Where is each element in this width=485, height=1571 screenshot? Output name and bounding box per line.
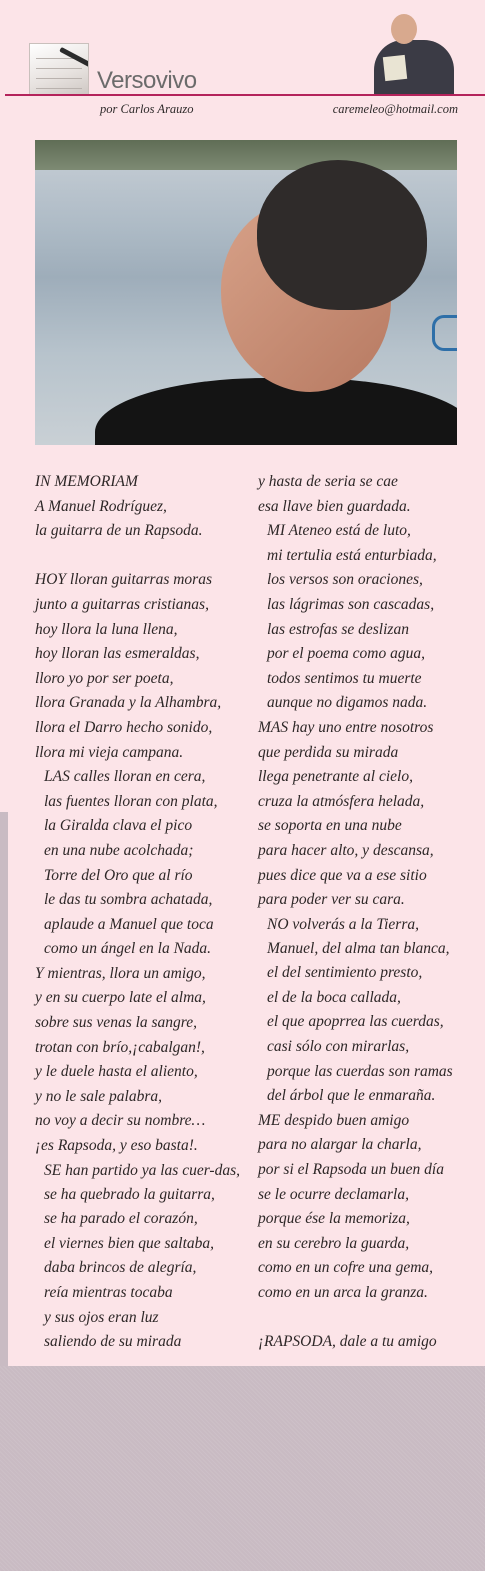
- poem-line: lloro yo por ser poeta,: [35, 669, 174, 687]
- poem-line: ¡RAPSODA, dale a tu amigo: [258, 1333, 437, 1351]
- poem-line: [35, 544, 245, 569]
- poem-line: SE han partido ya las cuer-das,: [44, 1161, 241, 1179]
- poem-line: IN MEMORIAM: [35, 473, 138, 490]
- poem-line: saliendo de su mirada: [44, 1333, 182, 1351]
- poem-line: llega penetrante al cielo,: [258, 768, 413, 786]
- poem-line: como un ángel en la Nada.: [44, 940, 212, 958]
- poem-line: aplaude a Manuel que toca: [44, 915, 214, 933]
- poem-line: aunque no digamos nada.: [267, 694, 428, 712]
- poem-line: por el poema como agua,: [267, 645, 425, 663]
- poem-line: las fuentes lloran con plata,: [44, 792, 218, 810]
- poem-line: del árbol que le enmaraña.: [267, 1087, 436, 1105]
- poem-column-left: [35, 470, 245, 1355]
- poem-line: hoy llora la luna llena,: [35, 620, 178, 638]
- poem-line: pues dice que va a ese sitio: [258, 866, 427, 884]
- poem-line: el que apoprrea las cuerdas,: [267, 1013, 444, 1031]
- page-bottom-mask: [0, 1366, 485, 1571]
- poem-line: llora Granada y la Alhambra,: [35, 694, 222, 712]
- poem-line: como en un arca la granza.: [258, 1284, 428, 1301]
- poem-line: se le ocurre declamarla,: [258, 1185, 409, 1203]
- header-divider: [5, 94, 485, 96]
- poem-line: como en un cofre una gema,: [258, 1259, 434, 1277]
- poem-line: junto a guitarras cristianas,: [35, 595, 209, 613]
- poem-line: daba brincos de alegría,: [44, 1259, 197, 1277]
- poem-line: el viernes bien que saltaba,: [44, 1234, 215, 1252]
- poem-line: y sus ojos eran luz: [44, 1308, 159, 1326]
- poem-line: trotan con brío,¡cabalgan!,: [35, 1038, 205, 1056]
- poem-line: casi sólo con mirarlas,: [267, 1038, 410, 1056]
- poem-line: esa llave bien guardada.: [258, 497, 411, 515]
- poem-line: ¡es Rapsoda, y eso basta!.: [35, 1137, 198, 1155]
- poem-line: A Manuel Rodríguez,: [35, 497, 167, 515]
- section-title: Versovivo: [97, 67, 197, 94]
- poem-line: porque ése la memoriza,: [258, 1210, 410, 1228]
- poem-line: el del sentimiento presto,: [267, 964, 423, 982]
- poem-line: y en su cuerpo late el alma,: [35, 989, 206, 1007]
- poem-line: para poder ver su cara.: [258, 891, 405, 909]
- poem-line: las estrofas se deslizan: [267, 620, 409, 638]
- poem-line: todos sentimos tu muerte: [267, 669, 422, 687]
- poem-line: NO volverás a la Tierra,: [267, 915, 419, 933]
- poem-line: las lágrimas son cascadas,: [267, 595, 435, 613]
- poem-line: en una nube acolchada;: [44, 841, 194, 859]
- subject-photo: [35, 140, 457, 445]
- column-header: [0, 0, 485, 130]
- poem-line: para no alargar la charla,: [258, 1136, 422, 1154]
- poem-line: el de la boca callada,: [267, 988, 401, 1006]
- poem-line: ME despido buen amigo: [258, 1111, 410, 1129]
- poem-line: hoy lloran las esmeraldas,: [35, 645, 200, 663]
- poem-line: le das tu sombra achatada,: [44, 891, 213, 909]
- page-edge-mask: [0, 812, 8, 1366]
- poem-line: no voy a decir su nombre…: [35, 1112, 206, 1130]
- poem-line: los versos son oraciones,: [267, 571, 423, 589]
- author-email: caremeleo@hotmail.com: [332, 102, 458, 116]
- poem-line: cruza la atmósfera helada,: [258, 792, 425, 810]
- poem-line: Torre del Oro que al río: [44, 866, 193, 884]
- poem-line: y hasta de seria se cae: [258, 473, 398, 490]
- poem-line: se soporta en una nube: [258, 817, 402, 835]
- author-byline: por Carlos Arauzo: [100, 102, 194, 116]
- poem-line: y no le sale palabra,: [35, 1087, 162, 1105]
- poem-line: [258, 1306, 473, 1331]
- poem-line: llora el Darro hecho sonido,: [35, 718, 213, 736]
- poem-line: Y mientras, llora un amigo,: [35, 964, 206, 982]
- poem-line: LAS calles lloran en cera,: [44, 768, 206, 786]
- poem-line: MI Ateneo está de luto,: [267, 522, 411, 540]
- poem-line: MAS hay uno entre nosotros: [258, 718, 434, 736]
- poem-line: reía mientras tocaba: [44, 1284, 173, 1301]
- poem-line: por si el Rapsoda un buen día: [258, 1161, 444, 1179]
- poem-line: en su cerebro la guarda,: [258, 1234, 410, 1252]
- poem-line: Manuel, del alma tan blanca,: [267, 940, 450, 958]
- author-portrait: [364, 12, 456, 96]
- poem-column-right: [258, 470, 473, 1355]
- poem-line: y le duele hasta el aliento,: [35, 1063, 198, 1081]
- poem-line: que perdida su mirada: [258, 743, 399, 761]
- notebook-pen-icon: [29, 43, 89, 95]
- poem-line: sobre sus venas la sangre,: [35, 1014, 198, 1032]
- poem-line: llora mi vieja campana.: [35, 743, 184, 761]
- poem-line: porque las cuerdas son ramas: [267, 1062, 453, 1080]
- poem-line: la Giralda clava el pico: [44, 817, 193, 835]
- poem-line: mi tertulia está enturbiada,: [267, 546, 437, 564]
- poem-line: la guitarra de un Rapsoda.: [35, 522, 203, 540]
- poem-line: se ha parado el corazón,: [44, 1210, 198, 1228]
- poem-line: se ha quebrado la guitarra,: [44, 1185, 215, 1203]
- poem-line: HOY lloran guitarras moras: [35, 571, 212, 589]
- poem-line: para hacer alto, y descansa,: [258, 841, 434, 859]
